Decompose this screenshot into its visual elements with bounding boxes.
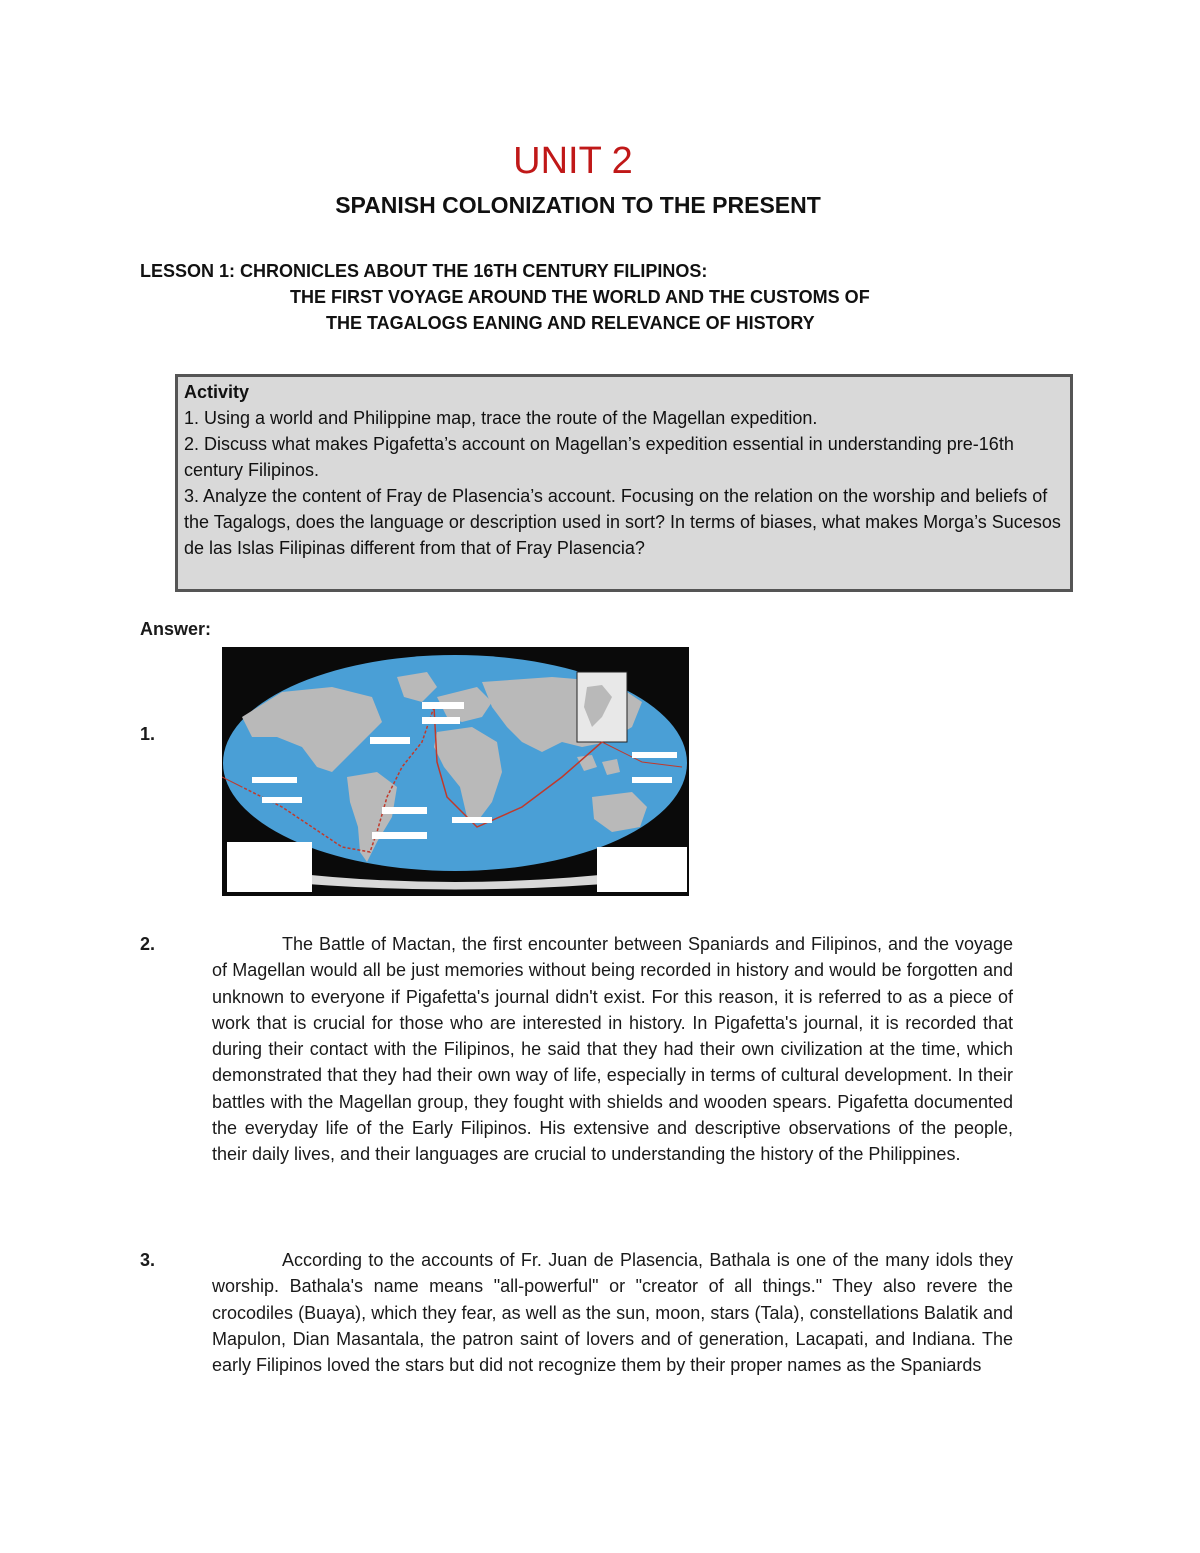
lesson-line-3: THE TAGALOGS EANING AND RELEVANCE OF HISTORY bbox=[326, 313, 815, 333]
activity-item-1: 1. Using a world and Philippine map, trace the route of the Magellan expedition. bbox=[184, 408, 818, 428]
activity-item-3: 3. Analyze the content of Fray de Plasencia’s account. Focusing on the relation on the worship and beliefs of the Tagalogs, does the language or description used in sort? In terms of biases, what makes Morga’s Sucesos de las Islas Filipinas different from that of Fray Plasencia? bbox=[184, 486, 1061, 558]
unit-title: UNIT 2 bbox=[513, 140, 633, 182]
answer-number-1: 1. bbox=[140, 724, 156, 744]
lesson-title bbox=[140, 258, 1120, 336]
world-route-map bbox=[222, 647, 689, 896]
answer-paragraph-2: The Battle of Mactan, the first encounter between Spaniards and Filipinos, and the voyage of Magellan would all be just memories without being recorded in history and would be forgotten and unknown to everyone if Pigafetta's journal didn't exist. For this reason, it is referred to as a piece of work that is crucial for those who are interested in history. In Pigafetta's journal, it is recorded that during their contact with the Filipinos, he said that they had their own civilization at the time, which demonstrated that they had their own way of life, especially in terms of cultural development. In their battles with the Magellan group, they fought with shields and wooden spears. Pigafetta documented the everyday life of the Early Filipinos. His extensive and descriptive observations of the people, their daily lives, and their languages are crucial to understanding the history of the Philippines. bbox=[212, 934, 1013, 1165]
activity-item-2: 2. Discuss what makes Pigafetta’s account on Magellan’s expedition essential in understanding pre-16th century Filipinos. bbox=[184, 434, 1014, 480]
map-graphic bbox=[222, 647, 689, 896]
answer-label: Answer: bbox=[140, 619, 212, 639]
page-subtitle: SPANISH COLONIZATION TO THE PRESENT bbox=[335, 192, 821, 218]
activity-heading: Activity bbox=[184, 382, 250, 402]
lesson-line-1: LESSON 1: CHRONICLES ABOUT THE 16TH CENTURY FILIPINOS: bbox=[140, 261, 708, 281]
answer-number-3: 3. bbox=[140, 1250, 156, 1270]
activity-box bbox=[175, 374, 1073, 592]
lesson-line-2: THE FIRST VOYAGE AROUND THE WORLD AND THE CUSTOMS OF bbox=[290, 287, 870, 307]
answer-number-2: 2. bbox=[140, 934, 156, 954]
answer-paragraph-3: According to the accounts of Fr. Juan de Plasencia, Bathala is one of the many idols they worship. Bathala's name means "all-powerful" or "creator of all things." They also revere the crocodiles (Buaya), which they fear, as well as the sun, moon, stars (Tala), constellations Balatik and Mapulon, Dian Masantala, the patron saint of lovers and of generation, Lacapati, and Indiana. The early Filipinos loved the stars but did not recognize them by their proper names as the Spaniards bbox=[212, 1250, 1013, 1376]
